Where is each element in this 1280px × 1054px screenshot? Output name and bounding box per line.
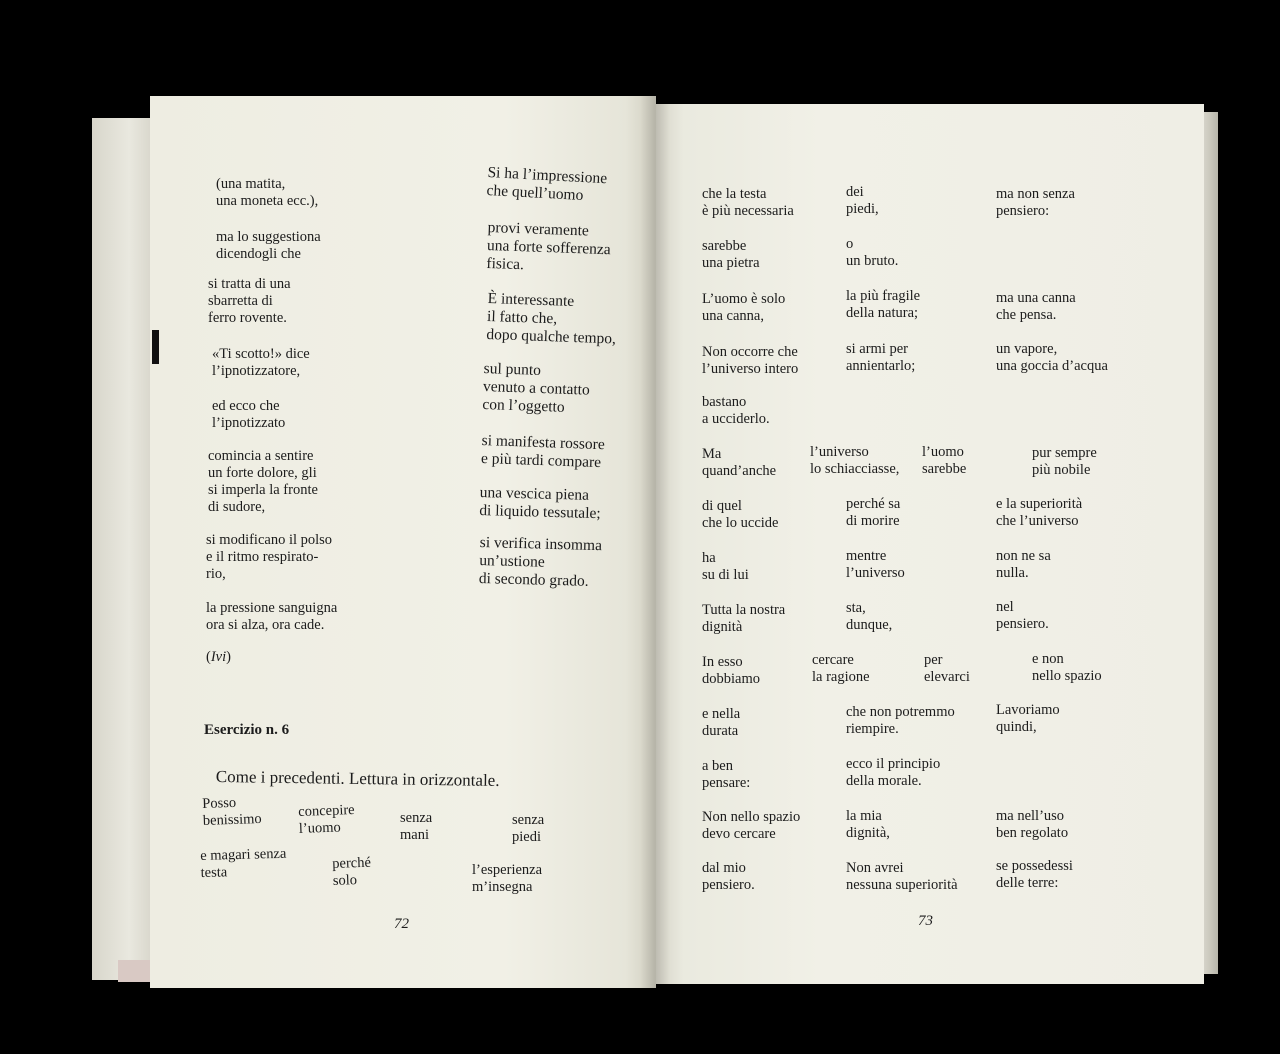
text-block: un vapore, una goccia d’acqua bbox=[996, 341, 1108, 374]
source-citation bbox=[206, 649, 231, 666]
text-block: si armi per annientarlo; bbox=[846, 341, 916, 374]
page-number: 73 bbox=[918, 913, 933, 929]
text-block: ecco il principio della morale. bbox=[846, 756, 941, 789]
text-block: sta, dunque, bbox=[846, 600, 893, 633]
text-block: la più fragile della natura; bbox=[846, 288, 921, 321]
text-block: Ma quand’anche bbox=[702, 446, 777, 479]
text-block: dei piedi, bbox=[846, 184, 879, 217]
left-col1-block: la pressione sanguigna ora si alza, ora cade. bbox=[206, 600, 338, 633]
text-block: di quel che lo uccide bbox=[702, 498, 779, 531]
text-block: bastano a ucciderlo. bbox=[702, 394, 770, 427]
source-open: ( bbox=[206, 649, 211, 665]
left-col2-block: una vescica piena di liquido tessutale; bbox=[479, 484, 601, 523]
text-block: per elevarci bbox=[924, 652, 970, 685]
text-block: Non occorre che l’universo intero bbox=[702, 344, 799, 377]
text-block: Tutta la nostra dignità bbox=[702, 602, 786, 635]
text-block: Non nello spazio devo cercare bbox=[702, 809, 801, 842]
exercise-instruction: Come i precedenti. Lettura in orizzontale. bbox=[215, 767, 500, 790]
text-block: Non avrei nessuna superiorità bbox=[846, 860, 958, 893]
text-block: nel pensiero. bbox=[996, 599, 1049, 632]
left-col1-block: «Ti scotto!» dice l’ipnotizzatore, bbox=[212, 346, 310, 379]
text-block: L’uomo è solo una canna, bbox=[702, 291, 786, 324]
text-block: sarebbe una pietra bbox=[702, 238, 760, 271]
left-col1-block: si tratta di una sbarretta di ferro rovente. bbox=[208, 276, 291, 326]
exercise-word-block: Posso benissimo bbox=[202, 794, 262, 829]
exercise-word-block: senza mani bbox=[400, 810, 433, 843]
source-close: ) bbox=[226, 649, 231, 665]
left-col2-block: sul punto venuto a contatto con l’oggetto bbox=[482, 360, 591, 416]
text-block: che non potremmo riempire. bbox=[846, 704, 955, 737]
text-block: o un bruto. bbox=[846, 236, 899, 269]
exercise-word-block: concepire l’uomo bbox=[298, 802, 355, 837]
text-block: mentre l’universo bbox=[846, 548, 905, 581]
left-col1-block: ed ecco che l’ipnotizzato bbox=[212, 398, 286, 431]
text-block: e non nello spazio bbox=[1032, 651, 1102, 684]
right-page bbox=[656, 104, 1204, 984]
text-block: a ben pensare: bbox=[702, 758, 751, 791]
book-spine-shadow bbox=[640, 96, 670, 988]
left-page bbox=[150, 96, 656, 988]
left-col1-block: ma lo suggestiona dicendogli che bbox=[216, 229, 321, 262]
text-block: l’universo lo schiacciasse, bbox=[810, 444, 900, 477]
text-block: ma nell’uso ben regolato bbox=[996, 808, 1069, 841]
text-block: e la superiorità che l’universo bbox=[996, 496, 1083, 529]
left-col2-block: Si ha l’impressione che quell’uomo bbox=[486, 164, 608, 205]
text-block: ma non senza pensiero: bbox=[996, 186, 1075, 219]
text-block: la mia dignità, bbox=[846, 808, 890, 841]
exercise-word-block: l’esperienza m’insegna bbox=[472, 862, 543, 895]
text-block: ma una canna che pensa. bbox=[996, 290, 1076, 323]
exercise-title: Esercizio n. 6 bbox=[204, 722, 290, 738]
margin-mark bbox=[152, 330, 159, 364]
text-block: ha su di lui bbox=[702, 550, 749, 583]
left-col1-block: comincia a sentire un forte dolore, gli si imperla la fronte di sudore, bbox=[208, 448, 318, 515]
left-col2-block: provi veramente una forte sofferenza fisica. bbox=[486, 219, 611, 274]
left-col1-block: si modificano il polso e il ritmo respirato- rio, bbox=[206, 532, 333, 582]
text-block: cercare la ragione bbox=[812, 652, 870, 685]
text-block: In esso dobbiamo bbox=[702, 654, 760, 687]
text-block: dal mio pensiero. bbox=[702, 860, 755, 893]
left-col1-block: (una matita, una moneta ecc.), bbox=[216, 176, 319, 209]
left-col2-block: si manifesta rossore e più tardi compare bbox=[480, 432, 606, 472]
exercise-word-block: perché solo bbox=[332, 854, 372, 889]
text-block: pur sempre più nobile bbox=[1032, 445, 1097, 478]
book-page-edges-left bbox=[92, 118, 154, 980]
text-block: e nella durata bbox=[702, 706, 741, 739]
text-block: l’uomo sarebbe bbox=[922, 444, 967, 477]
exercise-word-block: e magari senza testa bbox=[200, 845, 287, 881]
source-ivi: Ivi bbox=[210, 649, 227, 665]
left-col2-block: si verifica insomma un’ustione di secondo grado. bbox=[478, 534, 603, 590]
page-number: 72 bbox=[394, 916, 409, 932]
text-block: se possedessi delle terre: bbox=[996, 858, 1073, 891]
text-block: non ne sa nulla. bbox=[996, 548, 1051, 581]
exercise-word-block: senza piedi bbox=[512, 812, 545, 845]
left-col2-block: È interessante il fatto che, dopo qualche tempo, bbox=[486, 290, 617, 348]
text-block: che la testa è più necessaria bbox=[702, 186, 794, 219]
text-block: perché sa di morire bbox=[846, 496, 901, 529]
text-block: Lavoriamo quindi, bbox=[996, 702, 1060, 735]
